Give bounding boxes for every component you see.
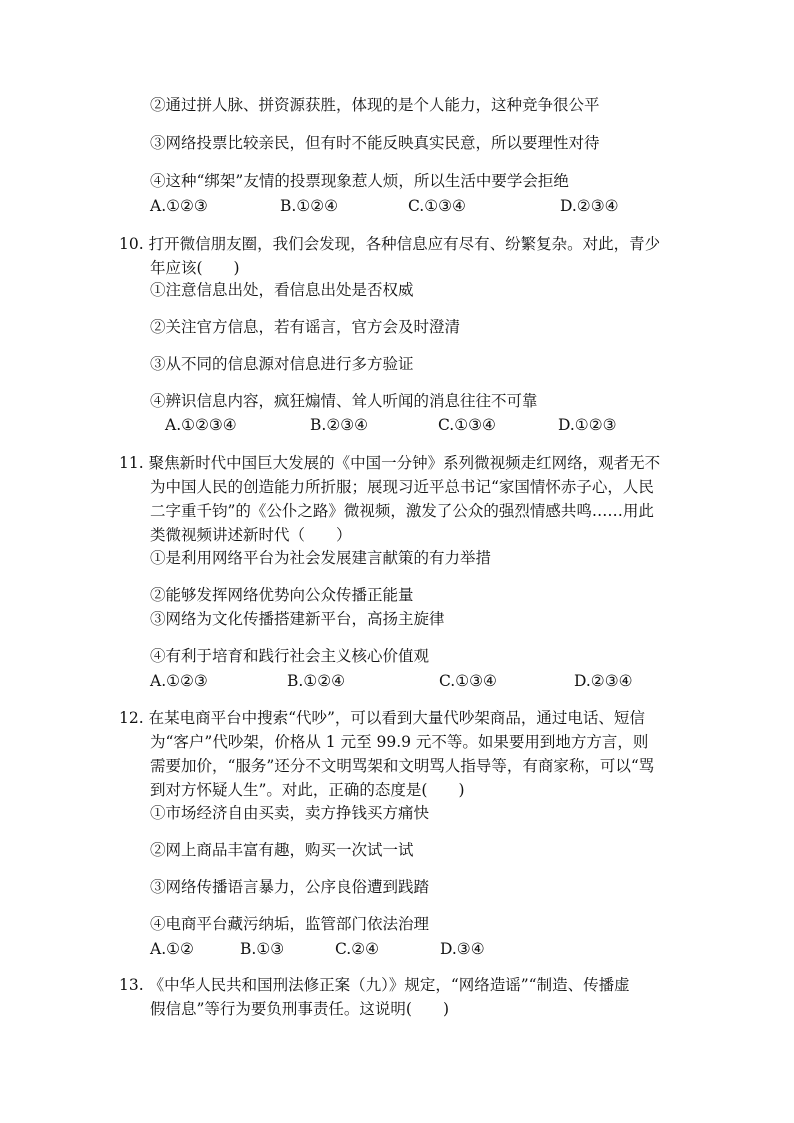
q11-option-c: C.①③④ (439, 672, 497, 690)
q12-stem-line-2: 为“客户”代吵架，价格从 1 元至 99.9 元不等。如果要用到地方方言，则 (150, 733, 649, 751)
q10-item-3: ③从不同的信息源对信息进行多方验证 (150, 355, 414, 373)
q11-option-d: D.②③④ (574, 672, 633, 690)
q10-item-2: ②关注官方信息，若有谣言，官方会及时澄清 (150, 318, 461, 336)
q12-option-a: A.①② (150, 940, 194, 958)
q10-option-b: B.②③④ (310, 416, 369, 434)
q11-option-a: A.①②③ (150, 672, 208, 690)
q11-stem-line-4: 类微视频讲述新时代（ ） (150, 526, 352, 544)
q10-stem-line-2: 年应该( ) (150, 259, 240, 277)
q12-stem-line-1: 12. 在某电商平台中搜索“代吵”，可以看到大量代吵架商品，通过电话、短信 (119, 709, 645, 727)
q12-item-3: ③网络传播语言暴力，公序良俗遭到践踏 (150, 878, 430, 896)
q13-stem-line-1: 13. 《中华人民共和国刑法修正案（九）》规定，“网络造谣”“制造、传播虚 (119, 976, 630, 994)
q10-item-1: ①注意信息出处，看信息出处是否权威 (150, 281, 414, 299)
q11-stem-line-3: 二字重千钧”的《公仆之路》微视频，激发了公众的强烈情感共鸣……用此 (150, 502, 654, 520)
q10-options (165, 415, 645, 435)
q12-item-2: ②网上商品丰富有趣，购买一次试一试 (150, 841, 414, 859)
q11-option-b: B.①②④ (287, 672, 346, 690)
q13-stem-line-2: 假信息”等行为要负刑事责任。这说明( ) (150, 1000, 450, 1018)
q9-item-3: ③网络投票比较亲民，但有时不能反映真实民意，所以要理性对待 (150, 134, 600, 152)
q10-option-d: D.①②③ (558, 416, 617, 434)
q11-item-2: ②能够发挥网络优势向公众传播正能量 (150, 586, 414, 604)
q9-option-d: D.②③④ (560, 197, 619, 215)
q11-options (150, 671, 670, 691)
q9-option-b: B.①②④ (280, 197, 339, 215)
q12-item-1: ①市场经济自由买卖，卖方挣钱买方痛快 (150, 804, 430, 822)
q10-option-a: A.①②③④ (165, 416, 237, 434)
q11-item-3: ③网络为文化传播搭建新平台，高扬主旋律 (150, 610, 445, 628)
q11-item-4: ④有利于培育和践行社会主义核心价值观 (150, 647, 430, 665)
q11-item-1: ①是利用网络平台为社会发展建言献策的有力举措 (150, 549, 492, 567)
q12-stem-line-4: 到对方怀疑人生”。对此，正确的态度是( ) (150, 781, 465, 799)
q11-stem-line-1: 11. 聚焦新时代中国巨大发展的《中国一分钟》系列微视频走红网络，观者无不 (119, 454, 661, 472)
q10-option-c: C.①③④ (438, 416, 496, 434)
q12-stem-line-3: 需要加价，“服务”还分不文明骂架和文明骂人指导等，有商家称，可以“骂 (150, 757, 655, 775)
q10-item-4: ④辨识信息内容，疯狂煽情、耸人听闻的消息往往不可靠 (150, 392, 538, 410)
q9-option-a: A.①②③ (150, 197, 208, 215)
q12-item-4: ④电商平台藏污纳垢，监管部门依法治理 (150, 915, 430, 933)
q9-options (150, 196, 670, 216)
q12-option-c: C.②④ (335, 940, 380, 958)
q12-options (150, 939, 550, 959)
q12-option-d: D.③④ (440, 940, 485, 958)
q10-stem-line-1: 10. 打开微信朋友圈，我们会发现，各种信息应有尽有、纷繁复杂。对此，青少 (119, 235, 661, 253)
q9-option-c: C.①③④ (408, 197, 466, 215)
q11-stem-line-2: 为中国人民的创造能力所折服；展现习近平总书记“家国情怀赤子心，人民 (150, 478, 654, 496)
q9-item-4: ④这种“绑架”友情的投票现象惹人烦，所以生活中要学会拒绝 (150, 172, 569, 190)
q9-item-2: ②通过拼人脉、拼资源获胜，体现的是个人能力，这种竞争很公平 (150, 96, 600, 114)
q12-option-b: B.①③ (240, 940, 285, 958)
